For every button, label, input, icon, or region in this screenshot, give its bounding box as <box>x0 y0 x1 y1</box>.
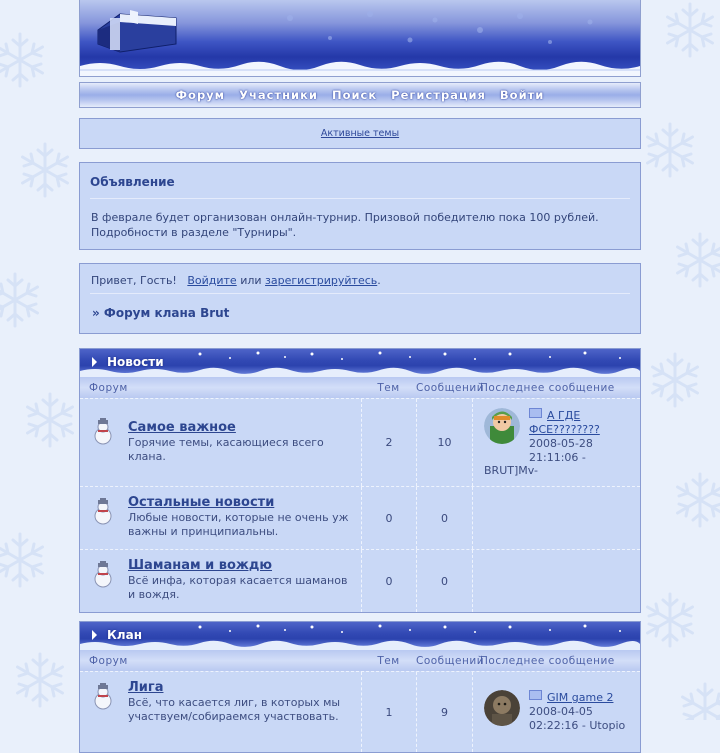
forum-description: Всё инфа, которая касается шаманов и вождя. <box>128 574 348 601</box>
announcement-title: Объявление <box>90 175 175 189</box>
last-post-info <box>529 408 639 465</box>
last-post-topic-link[interactable]: GIM game 2 <box>547 691 614 704</box>
register-link[interactable]: зарегистрируйтесь <box>265 274 378 287</box>
column-topics: Тем <box>377 381 400 394</box>
main-navigation <box>79 82 641 108</box>
column-forum: Форум <box>89 381 128 394</box>
period-text: . <box>377 274 381 287</box>
nav-forum[interactable]: Форум <box>175 88 226 102</box>
nav-members[interactable]: Участники <box>239 88 318 102</box>
column-last-post: Последнее сообщение <box>480 654 615 667</box>
snowman-icon <box>92 498 114 526</box>
posts-count: 0 <box>416 487 472 549</box>
last-post-author[interactable]: BRUT]Mv- <box>484 464 538 477</box>
message-icon <box>529 408 542 418</box>
posts-count: 9 <box>416 672 472 752</box>
collapse-arrow-icon[interactable] <box>92 630 97 640</box>
category-header <box>80 622 640 650</box>
snowman-icon <box>92 561 114 589</box>
forum-row <box>80 671 640 752</box>
login-link[interactable]: Войдите <box>187 274 237 287</box>
welcome-panel <box>79 263 641 334</box>
category-title[interactable]: Клан <box>107 628 142 642</box>
last-post-time: 21:11:06 - <box>529 451 586 464</box>
forum-header-banner <box>79 0 641 77</box>
active-topics-link[interactable]: Активные темы <box>320 128 400 139</box>
clan-logo <box>98 10 176 52</box>
last-post-date: 2008-04-05 <box>529 705 593 718</box>
last-post-time: 02:22:16 - Utopio <box>529 719 626 732</box>
forum-title-link[interactable]: Лига <box>128 680 164 695</box>
greeting-text: Привет, Гость! <box>91 274 177 287</box>
category-clan <box>79 621 641 753</box>
column-posts: Сообщений <box>416 654 485 667</box>
nav-search[interactable]: Поиск <box>331 88 378 102</box>
column-posts: Сообщений <box>416 381 485 394</box>
topics-count: 1 <box>361 672 416 752</box>
forum-description: Всё, что касается лиг, в которых мы участвуем/собираемся участвовать. <box>128 696 341 723</box>
category-title[interactable]: Новости <box>107 355 164 369</box>
category-news <box>79 348 641 613</box>
column-forum: Форум <box>89 654 128 667</box>
topics-count: 0 <box>361 550 416 612</box>
or-text: или <box>240 274 262 287</box>
forum-row <box>80 486 640 549</box>
forum-cell <box>80 672 361 752</box>
last-post-cell <box>472 550 640 612</box>
column-last-post: Последнее сообщение <box>480 381 615 394</box>
announcement-panel <box>79 162 641 250</box>
column-headers <box>80 377 640 398</box>
forum-cell <box>80 487 361 549</box>
last-post-topic-link[interactable]: А ГДЕ ФСЕ???????? <box>529 409 600 436</box>
forum-description: Любые новости, которые не очень уж важны и принципиальны. <box>128 511 349 538</box>
nav-login[interactable]: Войти <box>499 88 545 102</box>
last-post-cell <box>472 399 640 486</box>
category-header <box>80 349 640 377</box>
nav-register[interactable]: Регистрация <box>391 88 486 102</box>
last-post-cell <box>472 487 640 549</box>
column-topics: Тем <box>377 654 400 667</box>
forum-title-link[interactable]: Остальные новости <box>128 495 275 510</box>
forum-description: Горячие темы, касающиеся всего клана. <box>128 436 324 463</box>
snowman-icon <box>92 418 114 446</box>
active-topics-panel <box>79 118 641 149</box>
forum-row <box>80 549 640 612</box>
last-post-cell <box>472 672 640 752</box>
breadcrumb[interactable]: » Форум клана Brut <box>92 306 230 320</box>
forum-row <box>80 398 640 486</box>
avatar[interactable] <box>484 408 520 444</box>
message-icon <box>529 690 542 700</box>
posts-count: 10 <box>416 399 472 486</box>
snowman-icon <box>92 683 114 711</box>
guest-greeting-line <box>80 264 640 293</box>
forum-title-link[interactable]: Самое важное <box>128 420 236 435</box>
column-headers <box>80 650 640 671</box>
forum-cell <box>80 550 361 612</box>
last-post-info <box>529 690 639 733</box>
posts-count: 0 <box>416 550 472 612</box>
topics-count: 2 <box>361 399 416 486</box>
last-post-date: 2008-05-28 <box>529 437 593 450</box>
topics-count: 0 <box>361 487 416 549</box>
avatar[interactable] <box>484 690 520 726</box>
forum-cell <box>80 399 361 486</box>
forum-title-link[interactable]: Шаманам и вождю <box>128 558 273 573</box>
announcement-text: В феврале будет организован онлайн-турнир. Призовой победителю пока 100 рублей. Подробности в разделе "Турниры". <box>91 211 599 239</box>
collapse-arrow-icon[interactable] <box>92 357 97 367</box>
